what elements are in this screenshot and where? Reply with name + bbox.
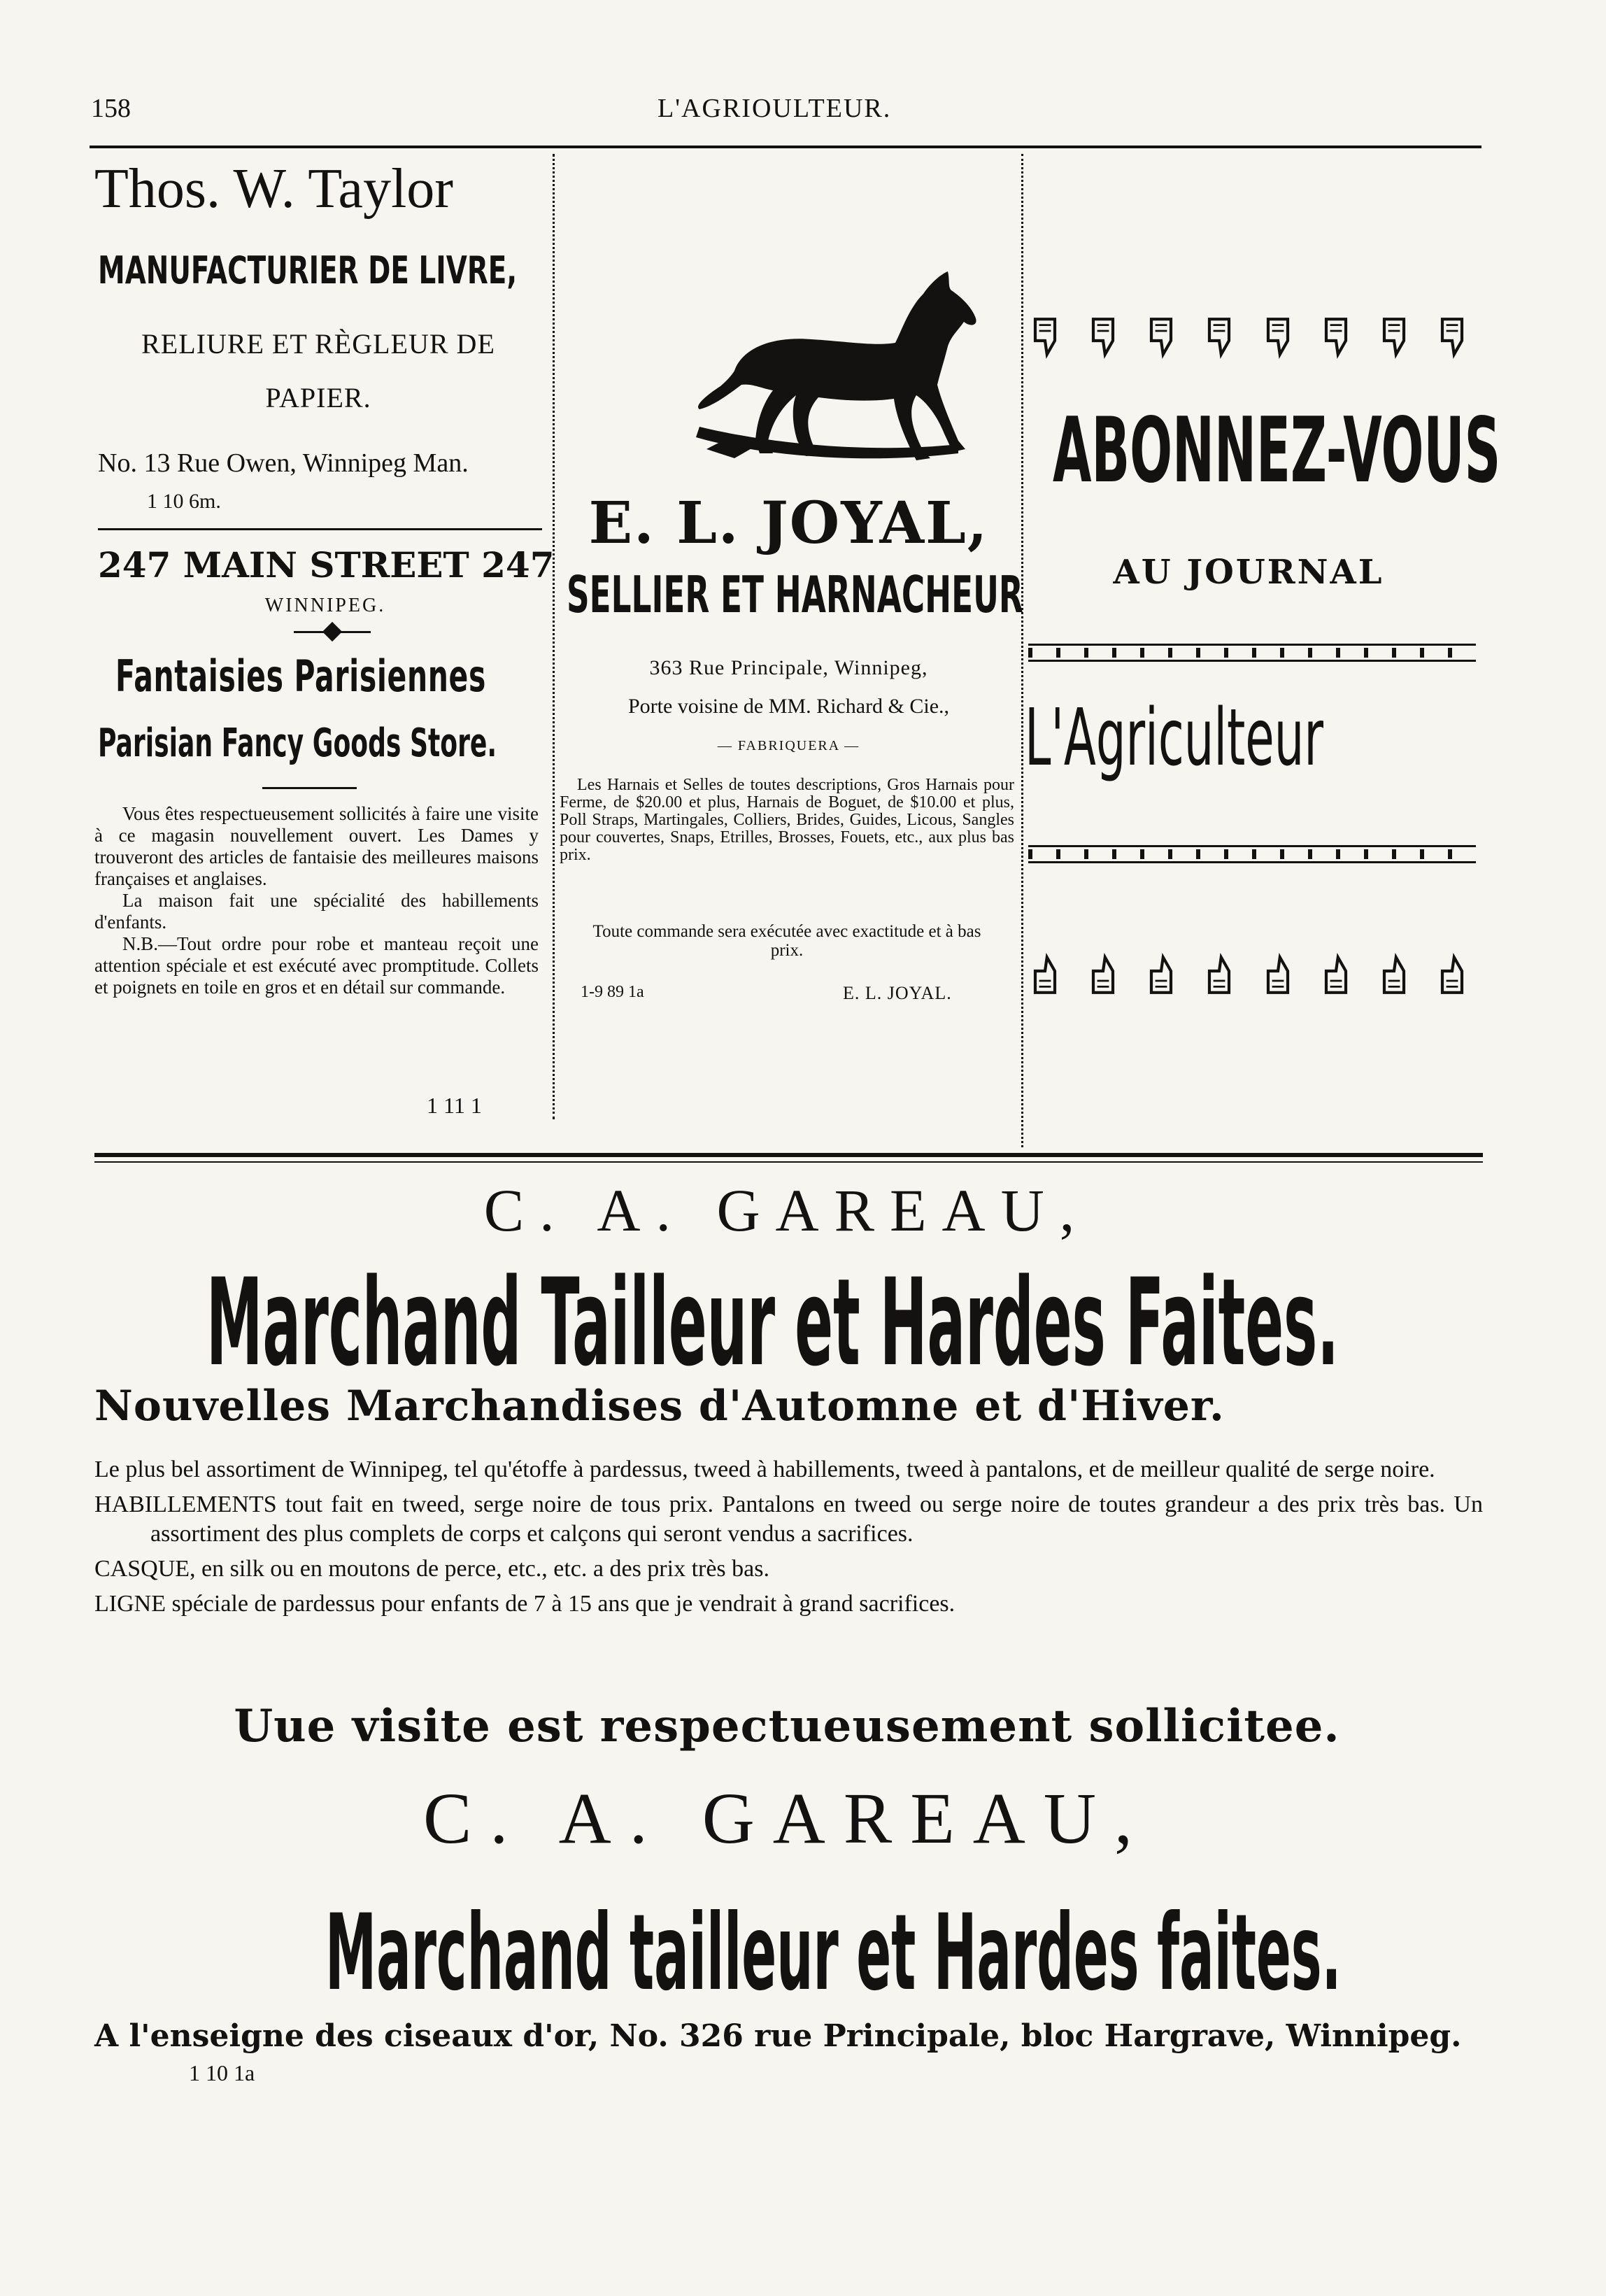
gareau-para4: LIGNE spéciale de pardessus pour enfants de 7 à 15 ans que je vendrait à grand sacrifices. — [94, 1591, 955, 1617]
pointing-hand-icon — [1374, 311, 1414, 360]
parisian-title-en: Parisian Fancy Goods Store. — [98, 721, 497, 766]
subscribe-subtitle: AU JOURNAL — [1113, 553, 1384, 592]
gareau-name-bottom: C. A. GAREAU, — [422, 1778, 1151, 1859]
gareau-para1: Le plus bel assortiment de Winnipeg, tel qu'étoffe à pardessus, tweed à habillements, tweed à pantalons, et de meilleur qualité de serge noire. — [94, 1457, 1435, 1482]
joyal-near: Porte voisine de MM. Richard & Cie., — [627, 695, 950, 718]
pointing-hand-icon — [1258, 311, 1298, 360]
section-separator-thin — [94, 1161, 1483, 1163]
joyal-name: E. L. JOYAL, — [588, 490, 989, 557]
joyal-fabriquera-label: FABRIQUERA — [737, 738, 840, 753]
parisian-title-fr: Fantaisies Parisiennes — [115, 651, 486, 702]
joyal-signature: E. L. JOYAL. — [843, 983, 952, 1003]
joyal-trade: SELLIER ET HARNACHEUR — [567, 565, 1023, 624]
gareau-season: Nouvelles Marchandises d'Automne et d'Hiver. — [94, 1382, 1225, 1431]
joyal-ref: 1-9 89 1a — [581, 983, 644, 1001]
pointing-hand-icon — [1199, 311, 1239, 360]
subscribe-title: ABONNEZ-VOUS — [1053, 399, 1501, 503]
parisian-body-para1: Vous êtes respectueusement sollicités à faire une visite à ce magasin nouvellement ouvert. Les Dames y trouveront des articles de fantaisie des meilleures maisons françaises et anglaises. — [94, 803, 539, 889]
pointing-hands-top — [1025, 311, 1472, 360]
pointing-hand-icon — [1025, 951, 1065, 1000]
pointing-hand-icon — [1199, 951, 1239, 1000]
parisian-ref: 1 11 1 — [427, 1093, 482, 1118]
header-rule — [90, 146, 1481, 148]
taylor-rule — [98, 528, 542, 530]
pointing-hands-bottom — [1025, 951, 1472, 1000]
taylor-trade-line3: PAPIER. — [265, 382, 371, 413]
gareau-trade-bottom: Marchand tailleur et Hardes faites. — [325, 1892, 1342, 2014]
diamond-ornament-icon — [322, 622, 342, 642]
gareau-address: A l'enseigne des ciseaux d'or, No. 326 rue Principale, bloc Hargrave, Winnipeg. — [94, 2018, 1462, 2054]
journal-header-title: L'AGRIOULTEUR. — [658, 94, 892, 123]
joyal-address: 363 Rue Principale, Winnipeg, — [649, 656, 928, 679]
pointing-hand-icon — [1141, 311, 1181, 360]
pointing-hand-icon — [1083, 311, 1123, 360]
gareau-ref: 1 10 1a — [189, 2060, 255, 2085]
parisian-short-rule — [262, 787, 357, 789]
parisian-city: WINNIPEG. — [264, 595, 386, 616]
pointing-hand-icon — [1374, 951, 1414, 1000]
pointing-hand-icon — [1141, 951, 1181, 1000]
parisian-body — [94, 803, 539, 998]
taylor-trade-line2: RELIURE ET RÈGLEUR DE — [141, 328, 495, 360]
taylor-trade: MANUFACTURIER DE LIVRE, — [98, 248, 518, 292]
ornamental-border-bottom — [1028, 845, 1476, 863]
joyal-fabriquera: — FABRIQUERA — — [717, 738, 860, 753]
pointing-hand-icon — [1432, 951, 1472, 1000]
gareau-trade-top: Marchand Tailleur et Hardes Faites. — [206, 1252, 1339, 1393]
gareau-para2: HABILLEMENTS tout fait en tweed, serge noire de tous prix. Pantalons en tweed ou serge noire de toutes grandeur a des prix très bas. Un assortiment des plus complets de corps et calçons qui seront vendus a sacrifices. — [94, 1491, 1483, 1547]
pointing-hand-icon — [1316, 951, 1356, 1000]
ornamental-border-top — [1028, 644, 1476, 662]
pointing-hand-icon — [1258, 951, 1298, 1000]
parisian-body-para2: La maison fait une spécialité des habillements d'enfants. — [94, 890, 539, 933]
joyal-order: Toute commande sera exécutée avec exactitude et à bas prix. — [592, 922, 981, 960]
pointing-hand-icon — [1432, 311, 1472, 360]
column-divider-right — [1021, 154, 1023, 1147]
section-separator-thick — [94, 1153, 1483, 1157]
parisian-body-para3: N.B.—Tout ordre pour robe et manteau reçoit une attention spéciale et est exécuté avec promptitude. Collets et poignets en toile en gros et en détail sur commande. — [94, 933, 539, 998]
taylor-name: Thos. W. Taylor — [94, 158, 453, 220]
gareau-visit: Uue visite est respectueusement sollicitee. — [234, 1700, 1340, 1752]
gareau-paragraphs — [94, 1455, 1483, 1619]
journal-name: L'Agriculteur — [1025, 693, 1323, 784]
taylor-ref: 1 10 6m. — [147, 490, 221, 513]
gareau-name-top: C. A. GAREAU, — [483, 1177, 1090, 1244]
pointing-hand-icon — [1025, 311, 1065, 360]
joyal-body: Les Harnais et Selles de toutes descriptions, Gros Harnais pour Ferme, de $20.00 et plus, Harnais de Boguet, de $10.00 et plus, Poll Straps, Martingales, Colliers, Brides, Guides, Licous, Sangles pour couvertes, Snaps, Etrilles, Brosses, Fouets, etc., aux plus bas prix. — [560, 776, 1014, 864]
page-number: 158 — [91, 94, 131, 123]
pointing-hand-icon — [1316, 311, 1356, 360]
column-divider-left — [553, 154, 555, 1119]
gareau-para3: CASQUE, en silk ou en moutons de perce, etc., etc. a des prix très bas. — [94, 1556, 769, 1582]
horse-illustration — [630, 266, 993, 476]
parisian-street: 247 MAIN STREET 247 — [98, 544, 555, 586]
pointing-hand-icon — [1083, 951, 1123, 1000]
taylor-address: No. 13 Rue Owen, Winnipeg Man. — [98, 448, 469, 478]
